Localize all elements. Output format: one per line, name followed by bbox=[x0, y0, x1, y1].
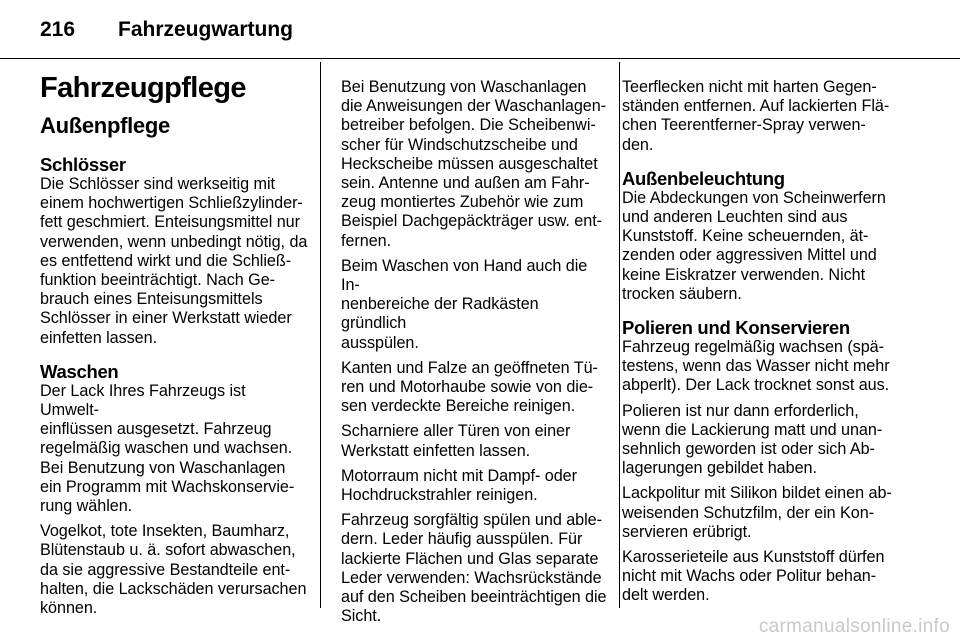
chapter-title: Fahrzeugwartung bbox=[118, 18, 294, 41]
page-header bbox=[40, 18, 293, 48]
column-1 bbox=[40, 70, 308, 624]
paragraph: Die Abdeckungen von Scheinwerfern und anderen Leuchten sind aus Kunststoff. Keine scheuernden, ät- zenden oder aggressiven Mittel und keine Eiskratzer verwenden. Nicht trocken säubern. bbox=[622, 188, 886, 303]
paragraph: Fahrzeug sorgfältig spülen und able- dern. Leder häufig ausspülen. Für lackierte Flächen und Glas separate Leder verwenden: Wachsrückstände auf den Scheiben beeinträchtigen die Sicht. bbox=[341, 511, 607, 626]
paragraph: Teerflecken nicht mit harten Gegen- ständen entfernen. Auf lackierten Flä- chen Teerentferner-Spray verwen- den. bbox=[622, 78, 890, 154]
paragraph: Vogelkot, tote Insekten, Baumharz, Blütenstaub u. ä. sofort abwaschen, da sie aggressive Bestandteile ent- halten, die Lackschäden verursachen können. bbox=[40, 522, 307, 618]
header-divider bbox=[0, 58, 960, 59]
paragraph: Polieren ist nur dann erforderlich, wenn die Lackierung matt und unan- sehnlich geworden ist oder sich Ab- lagerungen gebildet haben. bbox=[622, 401, 883, 478]
paragraph: Karosserieteile aus Kunststoff dürfen nicht mit Wachs oder Politur behan- delt werden. bbox=[622, 548, 885, 605]
paragraph: Fahrzeug regelmäßig wachsen (spä- testens, wenn das Wasser nicht mehr abperlt). Der Lack trocknet sonst aus. bbox=[622, 338, 890, 395]
watermark: carmanualsonline.info bbox=[758, 616, 950, 637]
paragraph: Scharniere aller Türen von einer Werkstatt einfetten lassen. bbox=[341, 422, 571, 460]
paragraph: Lackpolitur mit Silikon bildet einen ab- weisenden Schutzfilm, der ein Kon- servieren erübrigt. bbox=[622, 484, 892, 541]
paragraph: Bei Benutzung von Waschanlagen die Anweisungen der Waschanlagen- betreiber befolgen. Die Scheibenwi- scher für Windschutzscheibe und Heckscheibe müssen ausgeschaltet sein. Antenne und außen am Fahr- zeug montiertes Zubehör wie zum Beispiel Dachgepäckträger usw. ent- fernen. bbox=[341, 78, 607, 250]
heading-schloesser: Schlösser bbox=[40, 154, 126, 175]
page-title: Fahrzeugpflege bbox=[40, 72, 246, 104]
paragraph: Motorraum nicht mit Dampf- oder Hochdruckstrahler reinigen. bbox=[341, 466, 577, 505]
column-divider-left bbox=[320, 62, 321, 608]
paragraph: Kanten und Falze an geöffneten Tü- ren und Motorhaube sowie von die- sen verdeckte Bereiche reinigen. bbox=[341, 358, 598, 416]
column-2 bbox=[341, 78, 607, 632]
paragraph: Die Schlösser sind werkseitig mit einem hochwertigen Schließzylinder- fett geschmiert. Enteisungsmittel nur verwenden, wenn unbedingt nötig, da es entfettend wirkt und die Schließ- funktion beeinträchtigt. Nach Ge- brauch eines Enteisungsmittels Schlösser in einer Werkstatt wieder einfetten lassen. bbox=[40, 175, 308, 347]
section-subtitle: Außenpflege bbox=[40, 113, 170, 138]
column-3 bbox=[622, 78, 910, 612]
heading-aussenbeleuchtung: Außenbeleuchtung bbox=[622, 167, 785, 189]
paragraph: Der Lack Ihres Fahrzeugs ist Umwelt- einflüssen ausgesetzt. Fahrzeug regelmäßig waschen und wachsen. Bei Benutzung von Waschanlagen ein Programm mit Wachskonservie- rung wählen. bbox=[40, 381, 295, 516]
heading-polieren: Polieren und Konservieren bbox=[622, 317, 850, 339]
column-divider-right bbox=[619, 62, 620, 608]
heading-waschen: Waschen bbox=[40, 360, 119, 382]
paragraph: Beim Waschen von Hand auch die In- nenbereiche der Radkästen gründlich ausspülen. bbox=[341, 256, 588, 352]
page-number: 216 bbox=[40, 18, 76, 41]
